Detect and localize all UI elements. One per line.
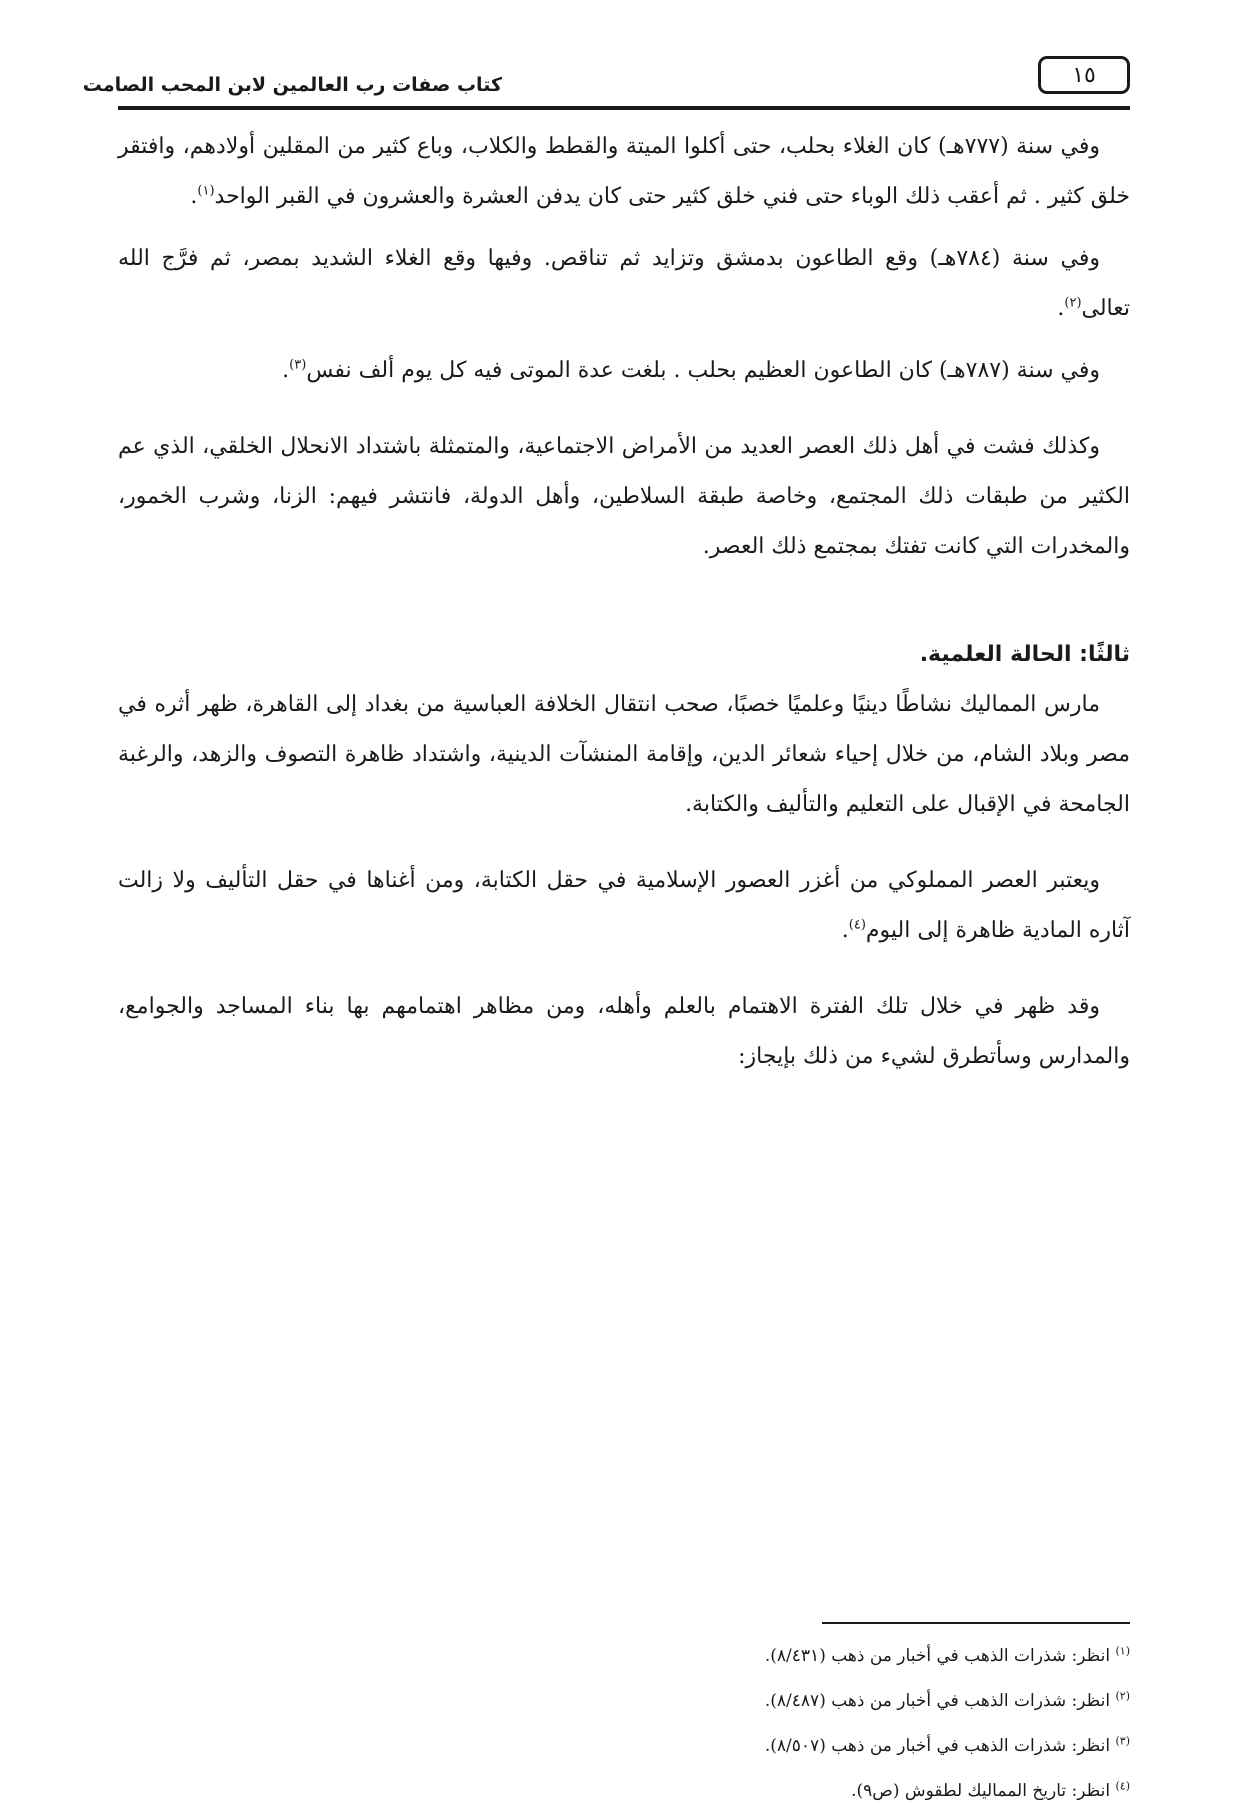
section-heading: ثالثًا: الحالة العلمية. <box>919 642 1130 667</box>
paragraph-mamluk-activity: مارس المماليك نشاطًا دينيًا وعلميًا خصبًا، صحب انتقال الخلافة العباسية من بغداد إلى القاهرة، ظهر أثره في مصر وبلاد الشام، من خلال إحياء شعائر الدين، وإقامة المنشآت الدينية، واشتداد ظاهرة التصوف والزهد، والرغبة الجامحة في الإقبال على التعليم والتأليف والكتابة. <box>118 692 1130 817</box>
footnote-4: $^{(٤)}$ انظر: تاريخ المماليك لطقوش (ص٩). <box>851 1779 1130 1801</box>
footnote-ref-2[interactable]: (٢) <box>1064 295 1082 311</box>
book-title-header: كتاب صفات رب العالمين لابن المحب الصامت <box>82 74 502 96</box>
footnote-3: $^{(٣)}$ انظر: شذرات الذهب في أخبار من ذهب (٨/٥٠٧). <box>764 1734 1130 1756</box>
footnote-ref-3[interactable]: (٣) <box>289 357 307 373</box>
page-number-box <box>1038 56 1130 94</box>
paragraph-plague-aleppo-777: وفي سنة (٧٧٧هـ) كان الغلاء بحلب، حتى أكلوا الميتة والقطط والكلاب، وباع كثير من المقلين أولادهم، وافتقر خلق كثير . ثم أعقب ذلك الوباء حتى فني خلق كثير حتى كان يدفن العشرة والعشرون في القبر الواحد$^{(١)}$. <box>118 134 1130 209</box>
paragraph-mamluk-writing: ويعتبر العصر المملوكي من أغزر العصور الإسلامية في حقل الكتابة، ومن أغناها في حقل التأليف ولا زالت آثاره المادية ظاهرة إلى اليوم$^{(٤)}$. <box>118 868 1130 943</box>
main-text <box>118 122 1130 1082</box>
footnote-1: $^{(١)}$ انظر: شذرات الذهب في أخبار من ذهب (٨/٤٣١). <box>764 1644 1130 1666</box>
paragraph-plague-aleppo-787: وفي سنة (٧٨٧هـ) كان الطاعون العظيم بحلب . بلغت عدة الموتى فيه كل يوم ألف نفس$^{(٣)}$. <box>282 357 1100 383</box>
footnote-ref-1[interactable]: (١) <box>197 183 215 199</box>
footnote-2: $^{(٢)}$ انظر: شذرات الذهب في أخبار من ذهب (٨/٤٨٧). <box>764 1689 1130 1711</box>
footnotes <box>118 1634 1130 1814</box>
paragraph-social-diseases: وكذلك فشت في أهل ذلك العصر العديد من الأمراض الاجتماعية، والمتمثلة باشتداد الانحلال الخلقي، الذي عم الكثير من طبقات ذلك المجتمع، وخاصة طبقة السلاطين، وأهل الدولة، فانتشر فيهم: الزنا، وشرب الخمور، والمخدرات التي كانت تفتك بمجتمع ذلك العصر. <box>118 434 1130 559</box>
header-rule <box>118 106 1130 110</box>
paragraph-knowledge-interest: وقد ظهر في خلال تلك الفترة الاهتمام بالعلم وأهله، ومن مظاهر اهتمامهم بها بناء المساجد والجوامع، والمدارس وسأتطرق لشيء من ذلك بإيجاز: <box>118 994 1130 1069</box>
footnote-separator <box>822 1622 1130 1624</box>
paragraph-plague-damascus-784: وفي سنة (٧٨٤هـ) وقع الطاعون بدمشق وتزايد ثم تناقص. وفيها وقع الغلاء الشديد بمصر، ثم فرَّج الله تعالى$^{(٢)}$. <box>118 246 1130 321</box>
footnote-ref-4[interactable]: (٤) <box>848 917 866 933</box>
page-number: ١٥ <box>1072 62 1096 88</box>
